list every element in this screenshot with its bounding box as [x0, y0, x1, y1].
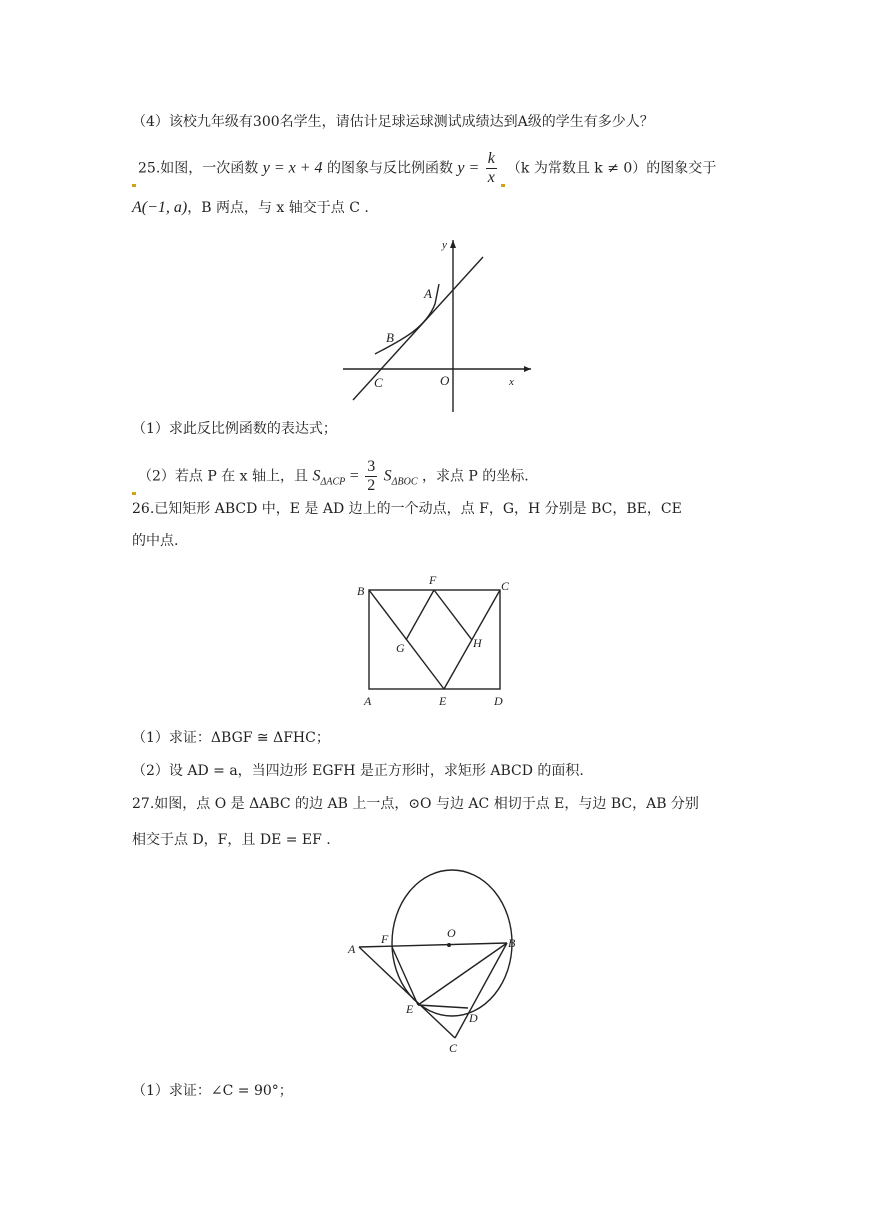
area-symbol: S: [383, 467, 392, 485]
label-h: H: [473, 636, 482, 650]
q25-intro-c: （k 为常数且 k ≠ 0）的图象交于: [506, 160, 717, 177]
marker-dot: [132, 492, 136, 495]
marker-dot: [132, 184, 136, 187]
q25-intro-d: ，B 两点，与 x 轴交于点 C .: [187, 200, 369, 216]
fraction-denominator: x: [487, 169, 495, 186]
label-a: A: [364, 694, 372, 708]
label-o: O: [440, 373, 450, 388]
area-symbol: S: [312, 467, 321, 485]
q25-linear-equation: y = x + 4: [262, 159, 323, 177]
label-e: E: [439, 694, 447, 708]
label-d: D: [494, 694, 503, 708]
q25-statement-line2: [132, 198, 369, 218]
segment-fh: [434, 590, 472, 640]
label-f: F: [429, 573, 437, 587]
label-g: G: [396, 641, 405, 655]
q25-intro-a: 25.如图，一次函数: [138, 160, 259, 177]
area-subscript: ΔACP: [320, 476, 346, 488]
label-a: A: [348, 942, 356, 956]
center-o-dot: [447, 943, 451, 947]
q27-figure: [340, 865, 530, 1055]
label-b: B: [508, 936, 516, 950]
q25-sub1: （1）求此反比例函数的表达式；: [132, 421, 337, 437]
label-c: C: [501, 579, 510, 593]
equals-sign: =: [349, 467, 359, 485]
fraction-numerator: k: [487, 150, 495, 167]
q27-sub1: （1）求证：∠C = 90°；: [132, 1083, 293, 1099]
label-c: C: [374, 375, 383, 390]
q25-figure: [335, 232, 535, 417]
x-axis-arrow-icon: [524, 366, 531, 372]
linear-graph: [353, 257, 483, 400]
q25-sub2: [130, 458, 529, 495]
q25-inverse-fraction: [486, 150, 497, 187]
fraction-numerator: 3: [367, 458, 376, 475]
segment-bc: [455, 943, 507, 1038]
label-b: B: [386, 330, 394, 345]
q25-statement-line1: [130, 150, 716, 187]
q25-sub2-fraction: [365, 458, 377, 495]
q26-sub2: （2）设 AD = a，当四边形 EGFH 是正方形时，求矩形 ABCD 的面积.: [132, 763, 584, 779]
label-o: O: [447, 926, 456, 940]
q26-statement-line1: 26.已知矩形 ABCD 中，E 是 AD 边上的一个动点，点 F，G，H 分别是 BC，BE，CE: [132, 501, 682, 517]
q26-statement-line2: 的中点.: [132, 533, 179, 549]
q27-statement-line1: 27.如图，点 O 是 ΔABC 的边 AB 上一点，⊙O 与边 AC 相切于点 E，与边 BC，AB 分别: [132, 796, 699, 812]
q27-statement-line2: 相交于点 D，F，且 DE = EF .: [132, 832, 331, 848]
segment-fg: [406, 590, 434, 640]
label-a: A: [424, 286, 432, 301]
label-e: E: [406, 1002, 414, 1016]
q25-inverse-lhs: y =: [457, 159, 480, 177]
segment-ed: [418, 1005, 468, 1008]
q26-figure: [350, 570, 520, 710]
segment-ac: [359, 947, 455, 1038]
q26-sub1: （1）求证：ΔBGF ≅ ΔFHC；: [132, 730, 330, 746]
q25-point-a: A(−1, a): [132, 199, 188, 216]
marker-dot: [501, 184, 505, 187]
q25-sub2-b: ，求点 P 的坐标.: [421, 468, 529, 485]
label-x: x: [509, 376, 514, 388]
fraction-denominator: 2: [367, 477, 376, 494]
label-d: D: [469, 1011, 478, 1025]
label-f: F: [381, 932, 389, 946]
segment-fe: [392, 947, 418, 1005]
q25-sub2-a: （2）若点 P 在 x 轴上，且: [138, 468, 309, 485]
q25-intro-b: 的图象与反比例函数: [326, 160, 453, 177]
label-y: y: [442, 239, 447, 251]
y-axis-arrow-icon: [450, 240, 456, 248]
area-subscript: ΔBOC: [391, 476, 418, 488]
q24-part4-text: （4）该校九年级有300名学生，请估计足球运球测试成绩达到A级的学生有多少人？: [132, 114, 654, 130]
label-b: B: [357, 584, 365, 598]
label-c: C: [449, 1041, 458, 1055]
